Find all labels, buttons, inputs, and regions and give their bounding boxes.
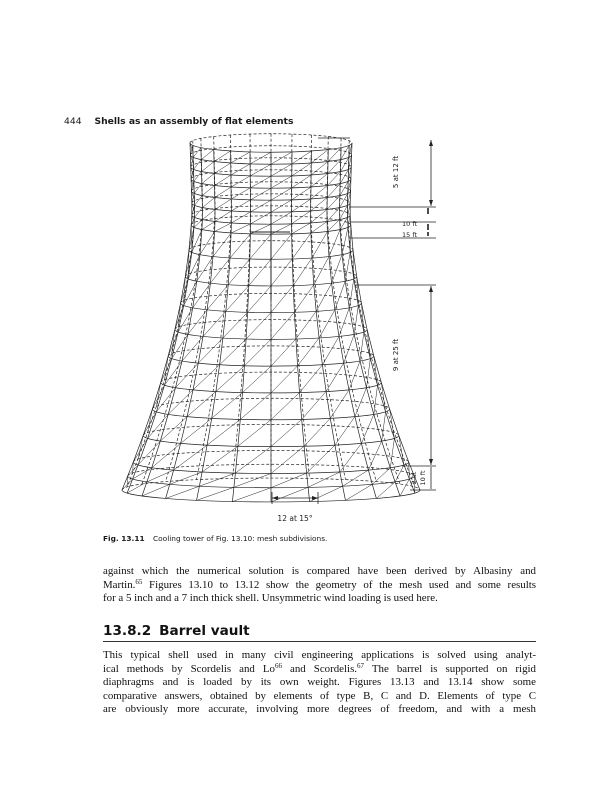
mesh-diagonal [311,162,328,176]
mesh-diagonal [191,225,192,248]
paragraph-2-line-5: are obviously more accurate, involving more degrees of freedom, and with a mesh [103,703,536,716]
mesh-diagonal [328,160,341,174]
mesh-diagonal [170,472,202,484]
mesh-diagonal [248,286,271,312]
mesh-diagonal [166,486,200,498]
mesh-diagonal [231,176,250,187]
mesh-diagonal [168,390,193,415]
mesh-diagonal [271,487,308,502]
mesh-diagonal [292,223,311,234]
mesh-diagonal [182,337,203,362]
mesh-diagonal [250,164,271,176]
mesh-diagonal [271,286,293,313]
mesh-diagonal [271,312,294,339]
section-rule [103,641,536,642]
paragraph-2-line-4: comparative answers, obtained by elements of type B, C and D. Elements of type C [103,689,536,702]
mesh-diagonal [271,234,292,259]
paragraph-2-line-3: diaphragms and is loaded by its own weight. Figures 13.13 and 13.14 show some [103,676,536,689]
mesh-diagonal [197,487,234,500]
dimension-lines [272,138,436,504]
mesh-meridian [348,141,415,487]
mesh-diagonal [292,233,311,259]
tower-mesh [122,134,420,502]
mesh-diagonal [231,212,250,223]
mesh-diagonal [231,164,250,175]
reference-65: 65 [135,577,143,586]
mesh-diagonal [231,188,250,199]
mesh-diagonal [271,224,292,234]
mesh-diagonal [207,285,228,310]
mesh-diagonal [271,200,292,212]
paragraph-1-line-3: for a 5 inch and a 7 inch thick shell. Unsymmetric wind loading is used here. [103,592,438,605]
mesh-diagonal [231,200,250,211]
caption-label: Fig. 13.11 [103,534,145,543]
mesh-diagonal [271,164,292,176]
reference-66: 66 [275,661,282,670]
mesh-diagonal [240,393,271,420]
mesh-diagonal [231,224,250,233]
dim-upper-label-2: 15 ft [402,231,418,239]
figure-caption [103,534,327,543]
mesh-diagonal [202,162,215,172]
mesh-diagonal [339,308,349,337]
mesh-diagonal [228,259,250,285]
dim-top-label: 5 at 12 ft [392,155,400,189]
mesh-diagonal [147,470,174,482]
caption-text: Cooling tower of Fig. 13.10: mesh subdivisions. [153,534,328,543]
mesh-diagonal [234,474,271,488]
mesh-diagonal [133,468,152,479]
mesh-diagonal [292,187,311,200]
mesh-diagonal [390,409,395,438]
mesh-diagonal [202,174,214,184]
mesh-diagonal [400,479,409,496]
mesh-diagonal [160,417,187,442]
mesh-diagonal [292,151,312,164]
mesh-diagonal [210,258,230,283]
mesh-meridian [142,148,202,496]
mesh-diagonal [214,151,231,162]
mesh-diagonal [343,470,369,486]
dim-bottom-label-2: 10 ft [419,470,427,486]
mesh-diagonal [349,279,354,308]
mesh-diagonal [346,484,373,500]
mesh-diagonal [322,337,339,365]
mesh-diagonal [326,363,344,391]
text-fragment: Martin. [103,578,136,591]
mesh-diagonal [311,150,328,164]
mesh-diagonal [311,222,327,234]
mesh-diagonal [152,443,181,467]
mesh-meridian [197,151,232,500]
mesh-diagonal [216,366,245,392]
dim-bottom-label-1: 2 at [410,471,418,485]
page-number: 444 [64,116,82,127]
mesh-meridian [127,141,194,487]
mesh-diagonal [249,259,271,285]
mesh-diagonal [327,196,340,210]
paragraph-2-line-2 [103,663,536,677]
mesh-diagonal [374,356,378,385]
mesh-diagonal [271,393,300,420]
mesh-diagonal [202,198,214,208]
mesh-diagonal [202,210,215,220]
mesh-diagonal [376,482,395,499]
mesh-diagonal [271,188,292,200]
mesh-meridian [232,152,250,502]
mesh-meridian [311,151,346,500]
mesh-diagonal [332,255,342,284]
mesh-diagonal [220,339,247,365]
mesh-diagonal [207,419,240,445]
mesh-diagonal [142,484,170,496]
mesh-diagonal [381,383,385,412]
mesh-diagonal [308,472,340,487]
text-fragment: The barrel is supported on rigid [364,662,536,675]
mesh-diagonal [200,232,215,255]
mesh-diagonal [328,172,341,186]
mesh-diagonal [215,223,232,232]
mesh-diagonal [271,366,298,393]
mesh-diagonal [300,365,323,393]
mesh-diagonal [311,198,328,211]
text-fragment: Figures 13.10 to 13.12 show the geometry of the mesh used and some results [142,578,536,591]
mesh-diagonal [296,311,316,339]
mesh-meridian [142,138,202,484]
mesh-diagonal [311,210,327,223]
mesh-diagonal [292,211,311,224]
mesh-diagonal [311,174,328,188]
mesh-diagonal [271,339,296,366]
mesh-diagonal [298,338,320,366]
mesh-diagonal [174,445,208,470]
mesh-diagonal [213,233,231,257]
mesh-diagonal [226,286,249,312]
mesh-diagonal [368,441,381,470]
mesh-diagonal [327,184,340,198]
text-fragment: ical methods by Scordelis and Lo [103,662,275,675]
mesh-diagonal [316,283,331,311]
mesh-diagonal [212,393,243,419]
mesh-diagonal [292,199,311,212]
mesh-diagonal [314,257,329,285]
mesh-diagonal [345,252,350,281]
mesh-diagonal [223,312,248,338]
mesh-diagonal [350,225,351,252]
mesh-diagonal [181,418,212,443]
running-title: Shells as an assembly of flat elements [94,116,294,127]
paragraph-1-line-2 [103,579,536,593]
paragraph-2 [103,649,536,717]
mesh-diagonal [367,330,370,359]
mesh-diagonal [238,420,271,447]
dim-base-label: 12 at 15° [277,514,313,523]
mesh-diagonal [382,412,386,441]
mesh-diagonal [251,212,272,224]
mesh-diagonal [310,486,343,501]
paragraph-2-line-1: This typical shell used in many civil engineering applications is solved using analyt- [103,649,536,661]
mesh-diagonal [292,163,312,176]
mesh-diagonal [202,186,214,196]
mesh-diagonal [271,419,302,446]
mesh-diagonal [215,211,231,222]
mesh-diagonal [335,281,345,310]
paragraph-1-line-1: against which the numerical solution is compared have been derived by Albasiny and [103,565,536,577]
mesh-diagonal [329,230,340,257]
section-title: Barrel vault [159,623,250,639]
mesh-diagonal [199,473,235,486]
mesh-diagonal [354,306,358,335]
mesh-diagonal [271,176,292,188]
mesh-diagonal [293,258,312,286]
mesh-diagonal [187,392,216,417]
mesh-diagonal [307,445,335,473]
mesh-diagonal [243,366,272,393]
mesh-diagonal [335,417,355,446]
mesh-diagonal [214,163,231,174]
mesh-diagonal [311,186,328,200]
mesh-diagonal [244,339,271,366]
mesh-diagonal [344,334,355,363]
mesh-diagonal [312,232,327,259]
mesh-diagonal [250,152,271,164]
mesh-diagonal [360,332,364,361]
text-fragment: and Scordelis. [282,662,358,675]
dim-middle-label: 9 at 25 ft [392,338,400,372]
mesh-diagonal [340,443,362,472]
mesh-diagonal [230,234,250,258]
mesh-diagonal [271,212,292,224]
mesh-diagonal [271,473,307,488]
mesh-diagonal [201,150,214,160]
mesh-meridian [327,137,376,482]
dim-upper-label-1: 10 ft [402,220,418,228]
mesh-diagonal [202,222,215,230]
section-heading [103,623,250,639]
mesh-diagonal [342,227,348,254]
mesh-diagonal [292,175,311,188]
mesh-diagonal [176,363,199,388]
mesh-diagonal [330,390,349,418]
section-number: 13.8.2 [103,623,152,639]
mesh-diagonal [302,392,326,420]
paragraph-1 [103,565,536,606]
mesh-diagonal [231,152,250,163]
mesh-diagonal [304,418,330,446]
mesh-diagonal [355,388,367,417]
mesh-diagonal [250,234,271,259]
mesh-diagonal [232,488,271,502]
mesh-diagonal [399,436,404,466]
mesh-diagonal [319,310,335,338]
mesh-diagonal [294,285,313,313]
mesh-diagonal [202,446,238,472]
mesh-diagonal [246,313,271,339]
reference-67: 67 [357,661,365,670]
mesh-diagonal [271,259,292,286]
mesh-diagonal [390,438,394,467]
